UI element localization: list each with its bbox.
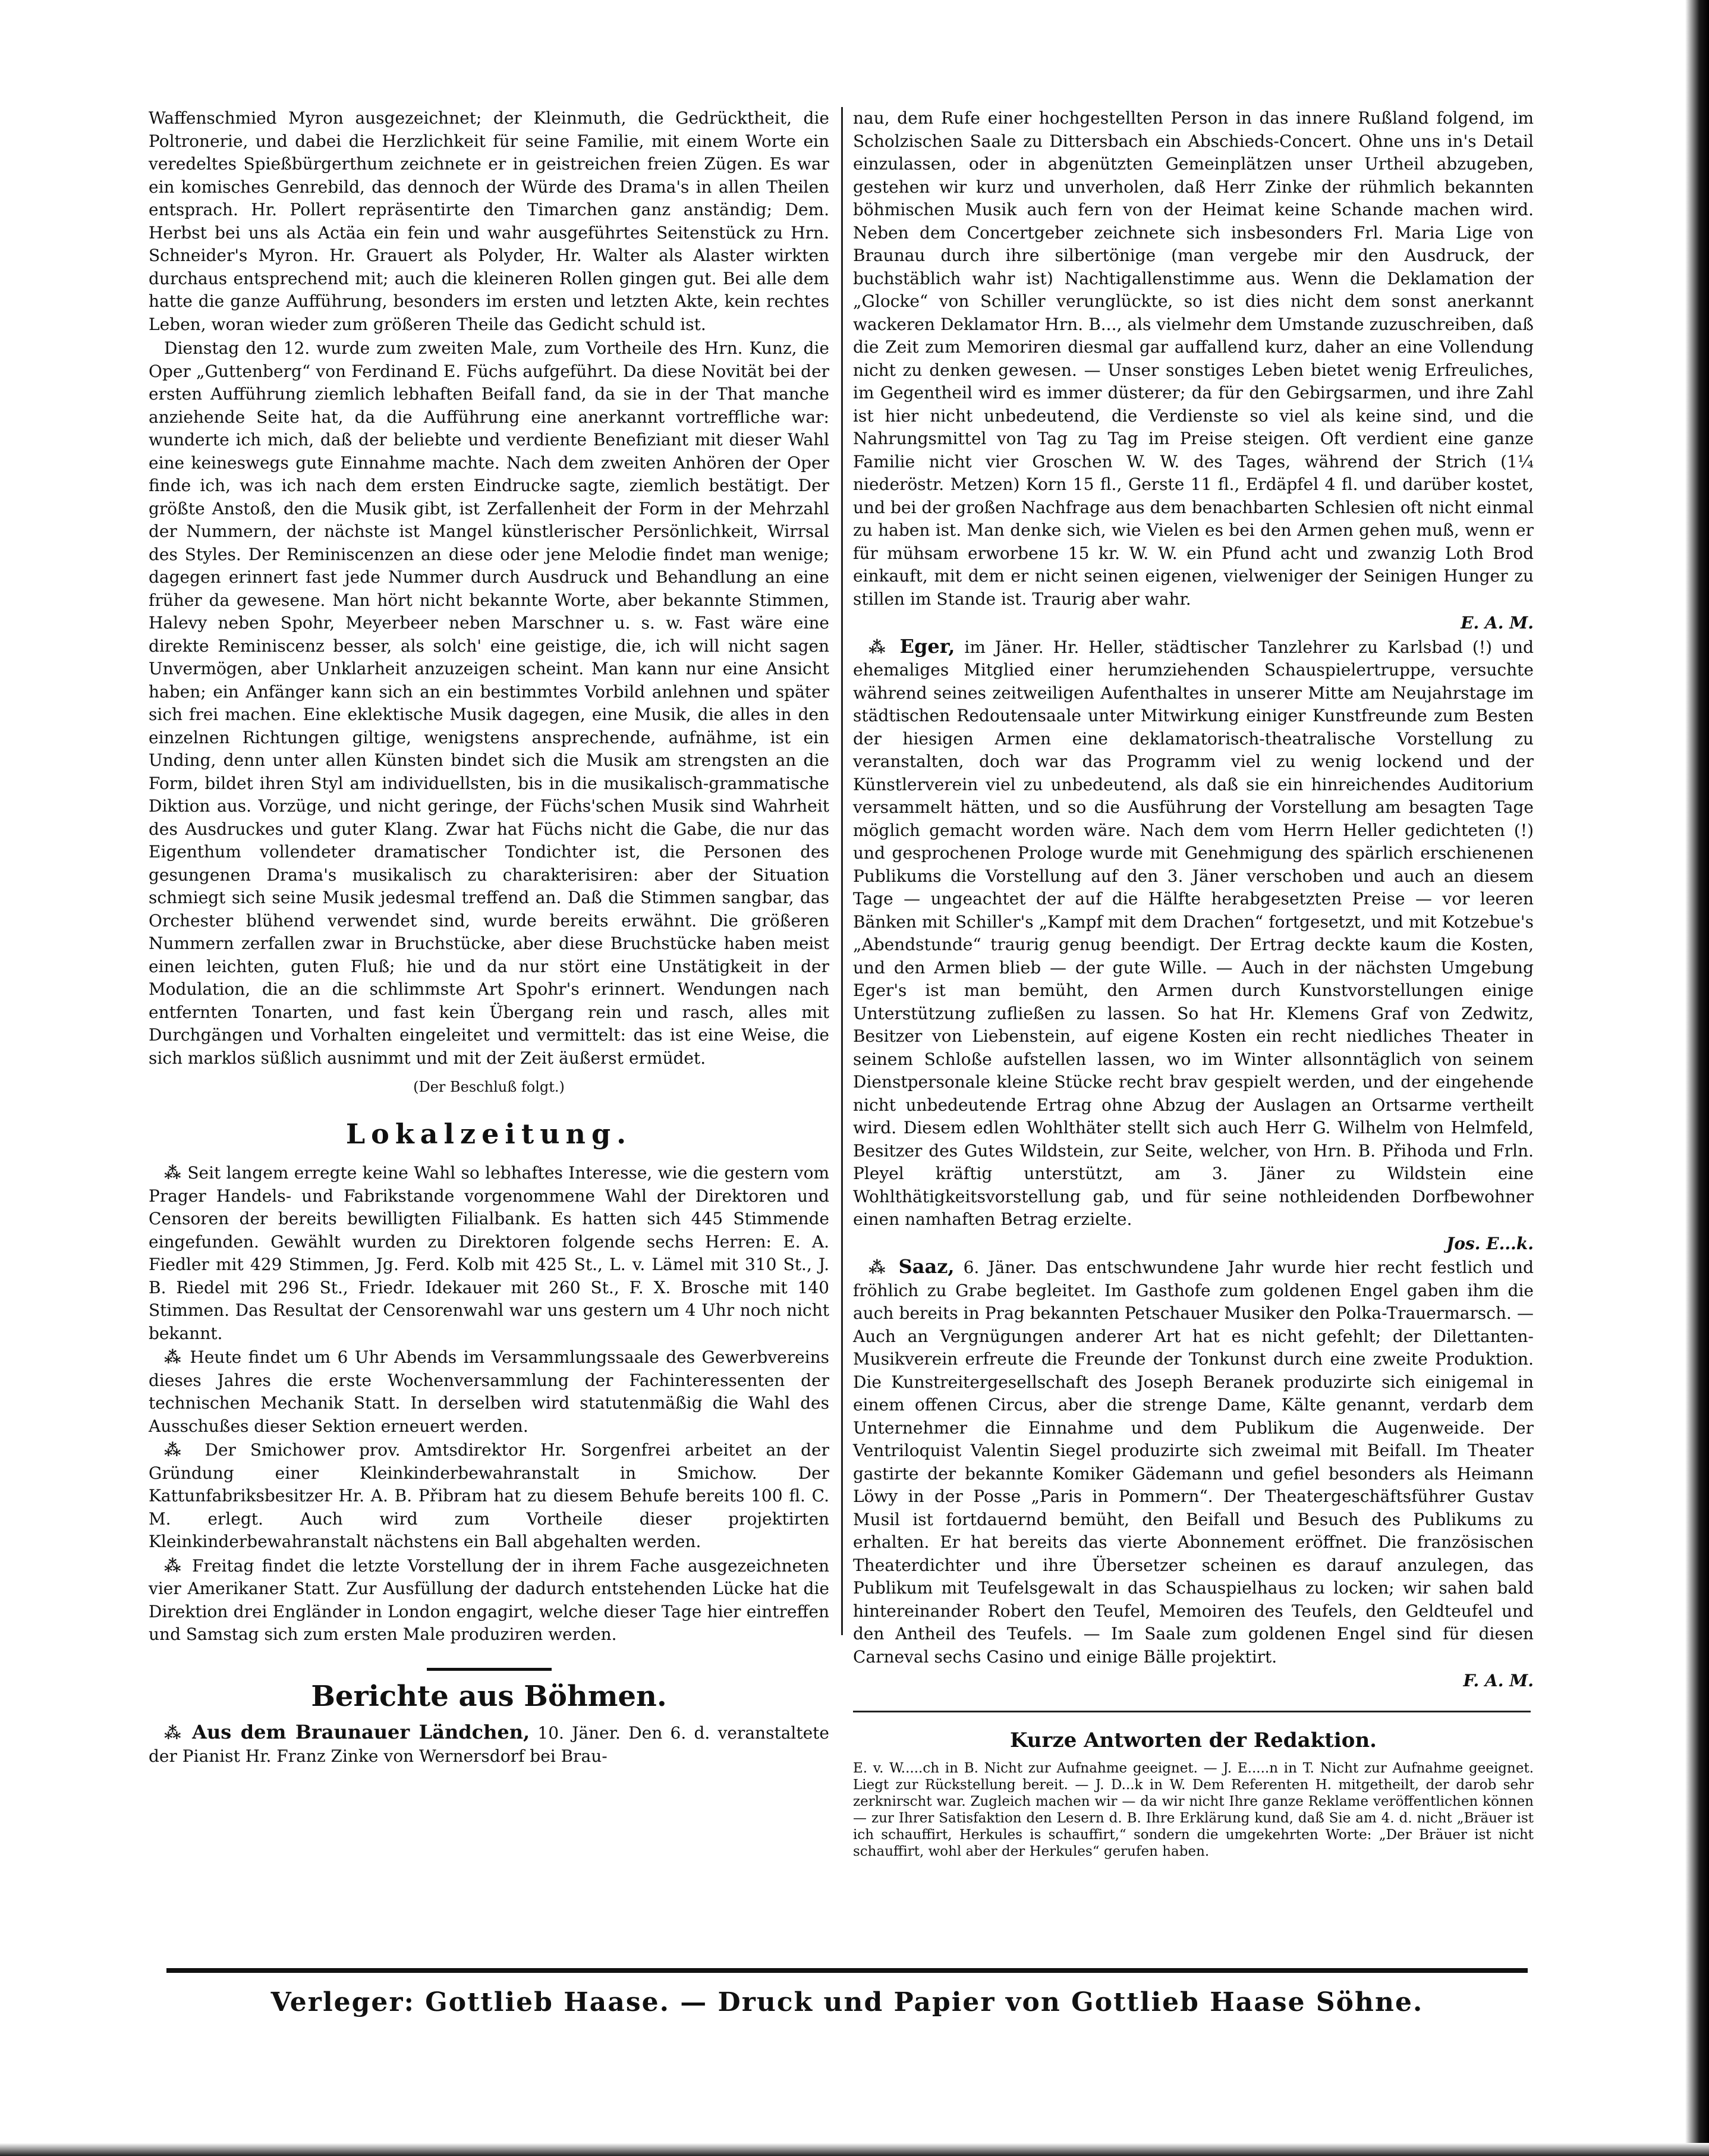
review-paragraph-2: Dienstag den 12. wurde zum zweiten Male, zum Vortheile des Hrn. Kunz, die Oper „Guttenberg“ von Ferdinand E. Füchs aufgeführt. Da diese Novität bei der ersten Aufführung ziemlich lebhaften Beifall fand, da sie in der That manche anziehende Seite hat, da die Aufführung eine anerkannt vortreffliche war: wunderte ich mich, daß der beliebte und verdiente Benefiziant mit dieser Wahl eine keineswegs gute Einnahme machte. Nach dem zweiten Anhören der Oper finde ich, was ich nach dem ersten Eindrucke sagte, ziemlich bestätigt. Der größte Anstoß, den die Musik gibt, ist Zerfallenheit der Form in der Mehrzahl der Nummern, der nächste ist Mangel künstlerischer Persönlichkeit, Wirrsal des Styles. Der Reminiscenzen an diese oder jene Melodie findet man wenige; dagegen erinnert fast jede Nummer durch Ausdruck und Behandlung an eine früher da gewesene. Man hört nicht bekannte Worte, aber bekannte Stimmen, Halevy neben Spohr, Meyerbeer neben Marschner u. s. w. Fast wäre eine direkte Reminiscenz besser, als solch' eine geistige, die, ich will nicht sagen Unvermögen, aber Unklarheit anzuzeigen scheint. Man kann nur eine Ansicht haben; ein Anfänger kann sich an ein bestimmtes Vorbild anlehnen und später sich frei machen. Eine eklektische Musik dagegen, eine Musik, die alles in den einzelnen Richtungen giltige, wenigstens ansprechende, aufnähme, ist ein Unding, denn unter allen Künsten bindet sich die Musik am strengsten an die Form, bildet ihren Styl am individuellsten, bis in die musikalisch-grammatische Diktion aus. Vorzüge, und nicht geringe, der Füchs'schen Musik sind Wahrheit des Ausdruckes und guter Klang. Zwar hat Füchs nicht die Gabe, die nur das Eigenthum vollendeter dramatischer Tondichter ist, die Personen des gesungenen Drama's musikalisch zu charakterisiren: aber der Situation schmiegt sich seine Musik jedesmal treffend an. Daß die Stimmen sangbar, das Orchester blühend verwendet sind, wurde bereits erwähnt. Die größeren Nummern zerfallen zwar in Bruchstücke, aber diese Bruchstücke haben meist einen leichten, guten Fluß; hie und da nur stört eine Unstätigkeit in der Modulation, die an die schlimmste Art Spohr's erinnert. Wendungen nach entfernten Tonarten, und fast kein Übergang rein und rasch, alles mit Durchgängen und Vorhalten eingeleitet und vermittelt: das ist eine Weise, die sich marklos süßlich ausnimmt und mit der Zeit äußerst ermüdet. (149, 338, 829, 1068)
newspaper-page (149, 107, 1534, 2022)
eger-text: im Jäner. Hr. Heller, städtischer Tanzlehrer zu Karlsbad (!) und ehemaliges Mitglied einer herumziehenden Schauspielertruppe, versuchte während seines zeitweiligen Aufenthaltes in unserer Mitte am Neujahrstage im städtischen Redoutensaale unter Mitwirkung einiger Kunstfreunde zum Besten der hiesigen Armen eine deklamatorisch-theatralische Vorstellung zu veranstalten, doch war das Programm viel zu wenig lockend und der Künstlerverein viel zu unbedeutend, als daß sie ein hinreichendes Auditorium versammelt hätten, und so die Ausführung der Vorstellung am besagten Tage möglich gemacht worden wäre. Nach dem vom Herrn Heller gedichteten (!) und gesprochenen Prologe wurde mit Genehmigung des spärlich erschienenen Publikums die Vorstellung auf den 3. Jäner verschoben und auch an diesem Tage — ungeachtet der auf die Hälfte herabgesetzten Preise — vor leeren Bänken mit Schiller's „Kampf mit dem Drachen“ fortgesetzt, und mit Kotzebue's „Abendstunde“ traurig genug beendigt. Der Ertrag deckte kaum die Kosten, und den Armen blieb — der gute Wille. — Auch in der nächsten Umgebung Eger's ist man bemüht, den Armen durch Kunstvorstellungen einige Unterstützung zufließen zu lassen. So hat Hr. Klemens Graf von Zedwitz, Besitzer von Liebenstein, auf eigene Kosten ein recht niedliches Theater in seinem Schloße aufstellen lassen, wo im Winter allsonntäglich von seinem Dienstpersonale kleine Stücke recht brav gespielt werden, und der eingehende nicht unbedeutende Ertrag ohne Abzug der Auslagen an Ortsarme vertheilt wird. Diesem edlen Wohlthäter stellt sich auch Herr G. Wilhelm von Helmfeld, Besitzer des Gutes Wildstein, zur Seite, welcher, von Hrn. B. Přihoda und Frln. Pleyel kräftig unterstützt, am 3. Jäner zu Wildstein eine Wohlthätigkeitsvorstellung gab, und für seine nothleidenden Dorfbewohner einen namhaften Betrag erzielte. (853, 637, 1534, 1229)
local-news-4-text: Freitag findet die letzte Vorstellung der in ihrem Fache ausgezeichneten vier Amerikaner Statt. Zur Ausfüllung der dadurch entstehenden Lücke hat die Direktion drei Engländer in London engagirt, welche dieser Tage hier eintreffen und Samstag sich zum ersten Male produziren werden. (149, 1555, 830, 1644)
local-news-1 (149, 1162, 829, 1345)
signature-2: Jos. E...k. (1446, 1233, 1534, 1253)
braunau-continued: nau, dem Rufe einer hochgestellten Person in das innere Rußland folgend, im Scholzischen Saale zu Dittersbach ein Abschieds-Concert. Ohne uns in's Detail einzulassen, oder in abgenützten Gemeinplätzen unser Urtheil abzugeben, gestehen wir kurz und unverholen, daß Herr Zinke der rühmlich bekannten böhmischen Musik auch fern von der Heimat keine Schande machen wird. Neben dem Concertgeber zeichnete sich insbesonders Frl. Maria Lige von Braunau durch ihre silbertönige (man vergebe mir den Ausdruck, der buchstäblich wahr ist) Nachtigallenstimme aus. Wenn die Deklamation der „Glocke“ von Schiller verunglückte, so ist dies nicht dem sonst anerkannt wackeren Deklamator Hrn. B..., als vielmehr dem Umstande zuzuschreiben, daß die Zeit zum Memoriren diesmal gar auffallend kurz, daher an eine Vollendung nicht zu denken gewesen. — Unser sonstiges Leben bietet wenig Erfreuliches, im Gegentheil wird es immer düsterer; da für den Gebirgsarmen, und ihre Zahl ist hier nicht unbedeutend, die Verdienste so viel als keine sind, und die Nahrungsmittel von Tag zu Tag im Preise steigen. Oft verdient eine ganze Familie nicht vier Groschen W. W. des Tages, während der Strich (1¼ niederöstr. Metzen) Korn 15 fl., Gerste 11 fl., Erdäpfel 4 fl. und darüber kostet, und bei der großen Nachfrage aus dem benachbarten Schlesien oft nicht einmal zu haben ist. Man denke sich, wie Vielen es bei den Armen gehen muß, wenn er für mühsam erworbene 15 kr. W. W. ein Pfund acht und zwanzig Loth Brod einkauft, mit dem er nicht seinen eigenen, vielweniger der Seinigen Hunger zu stillen im Stande ist. Traurig aber wahr. (853, 108, 1534, 609)
footer-rule (166, 1968, 1528, 1973)
continued-note: (Der Beschluß folgt.) (413, 1079, 565, 1095)
local-news-3 (149, 1439, 829, 1554)
eger-report (853, 635, 1534, 1231)
editor-divider (853, 1711, 1531, 1712)
saaz-text: 6. Jäner. Das entschwundene Jahr wurde hier recht festlich und fröhlich zu Grabe begleitet. Im Gasthofe zum goldenen Engel gaben ihm die auch bereits in Prag bekannten Petschauer Musiker den Polka-Trauermarsch. — Auch an Vergnügungen anderer Art hat es nicht gefehlt; der Dilettanten-Musikverein erfreute die Freunde der Tonkunst durch eine zweite Produktion. Die Kunstreitergesellschaft des Joseph Beranek produzirte sich einigemal in einem offenen Circus, aber die strenge Dame, Kälte genannt, verdarb dem Unternehmer die Einnahme und dem Publikum die Augenweide. Der Ventriloquist Valentin Siegel produzirte sich zweimal mit Beifall. Im Theater gastirte der bekannte Komiker Gädemann und gefiel besonders als Heimann Löwy in der Posse „Paris in Pommern“. Der Theatergeschäftsführer Gustav Musil ist fortdauernd bemüht, den Beifall und Besuch des Publikums zu erhalten. Er hat bereits das vierte Abonnement eröffnet. Die französischen Theaterdichter und ihre Übersetzer scheinen es darauf anzulegen, das Publikum mit Teufelsgewalt in das Schauspielhaus zu locken; wir sahen bald hintereinander Robert den Teufel, Memoiren des Teufels, den Geldteufel und den Antheil des Teufels. — Im Saale zum goldenen Engel sind für diesen Carneval sechs Casino und einige Bälle projektirt. (853, 1258, 1534, 1667)
braunau-place: Aus dem Braunauer Ländchen, (192, 1721, 530, 1743)
section-title-berichte: Berichte aus Böhmen. (311, 1679, 667, 1713)
column-rule (841, 107, 843, 1635)
asterism-icon: ⁂ (868, 637, 900, 657)
review-paragraph-1: Waffenschmied Myron ausgezeichnet; der Kleinmuth, die Gedrücktheit, die Poltronerie, und dabei die Herzlichkeit für seine Familie, mit einem Worte ein veredeltes Spießbürgerthum zeichnete er in geistreichen freien Zügen. Es war ein komisches Genrebild, das dennoch der Würde des Drama's in allen Theilen entsprach. Hr. Pollert repräsentirte den Timarchen ganz anständig; Dem. Herbst bei uns als Actäa ein fein und wahr ausgeführtes Seitenstück zu Hrn. Schneider's Myron. Hr. Grauert als Polyder, Hr. Walter als Alaster wirkten durchaus entsprechend mit; auch die kleineren Rollen gingen gut. Bei alle dem hatte die ganze Aufführung, besonders im ersten und letzten Akte, kein rechtes Leben, woran wieder zum größeren Theile das Gedicht schuld ist. (149, 108, 829, 334)
publisher-footer: Verleger: Gottlieb Haase. — Druck und Papier von Gottlieb Haase Söhne. (270, 1987, 1424, 2017)
editor-answers-title: Kurze Antworten der Redaktion. (1009, 1728, 1377, 1752)
asterism-icon: ⁂ (868, 1258, 899, 1277)
saaz-place: Saaz, (898, 1255, 955, 1278)
local-news-3-text: Der Smichower prov. Amtsdirektor Hr. Sorgenfrei arbeitet an der Gründung einer Kleinkinderbewahranstalt in Smichow. Der Kattunfabriksbesitzer Hr. A. B. Přibram hat zu diesem Behufe bereits 100 fl. C. M. erlegt. Auch wird zum Vortheile dieser projektirten Kleinkinderbewahranstalt nächstens ein Ball abgehalten werden. (149, 1440, 829, 1551)
local-news-2 (149, 1346, 829, 1438)
local-news-4 (149, 1555, 829, 1646)
scan-edge-bottom (0, 2143, 1709, 2156)
local-news-2-text: Heute findet um 6 Uhr Abends im Versammlungssaale des Gewerbvereins dieses Jahres die erste Wochenversammlung der Fachinteressenten der technischen Mechanik Statt. In derselben wird statutenmäßig die Wahl des Ausschußes dieser Sektion erneuert werden. (149, 1347, 830, 1436)
saaz-report (853, 1255, 1534, 1668)
local-news-1-text: Seit langem erregte keine Wahl so lebhaftes Interesse, wie die gestern vom Prager Handels- und Fabrikstande vorgenommene Wahl der Direktoren und Censoren der bereits bewilligten Filialbank. Es hatten sich 445 Stimmende eingefunden. Gewählt wurden zu Direktoren folgende sechs Herren: E. A. Fiedler mit 429 Stimmen, Jg. Ferd. Kolb mit 425 St., L. v. Lämel mit 310 St., J. B. Riedel mit 296 St., Friedr. Idekauer mit 260 St., F. X. Brosche mit 140 Stimmen. Das Resultat der Censorenwahl war uns gestern um 4 Uhr noch nicht bekannt. (149, 1163, 830, 1343)
asterism-icon: ⁂ (164, 1723, 193, 1743)
braunau-report (149, 1721, 829, 1768)
eger-place: Eger, (899, 634, 955, 658)
braunau-text: 10. Jäner. Den 6. d. veranstaltete der Pianist Hr. Franz Zinke von Wernersdorf bei Brau- (149, 1723, 829, 1766)
asterism-icon: ⁂ (164, 1440, 205, 1460)
section-divider (427, 1668, 552, 1671)
scan-edge-right (1685, 0, 1709, 2156)
left-column (149, 107, 829, 1769)
editor-answers-text: E. v. W.....ch in B. Nicht zur Aufnahme geeignet. — J. E.....n in T. Nicht zur Aufnahme geeignet. Liegt zur Rückstellung bereit. — J. D...k in W. Dem Referenten H. mitgetheilt, der darob sehr zerknirscht war. Zugleich machen wir — da wir nicht Ihre ganze Reklame veröffentlichen können — zur Ihrer Satisfaktion den Lesern d. B. Ihre Erklärung kund, daß Sie am 4. d. nicht „Bräuer ist ich schauffirt, Herkules is schauffirt,“ sondern die umgekehrten Worte: „Der Bräuer ist nicht schauffirt, wohl aber der Herkules“ gerufen haben. (853, 1761, 1534, 1859)
asterism-icon: ⁂ (164, 1163, 188, 1183)
signature-1: E. A. M. (1461, 613, 1534, 633)
signature-3: F. A. M. (1463, 1671, 1534, 1690)
right-column (853, 107, 1534, 1860)
section-title-lokalzeitung: Lokalzeitung. (345, 1117, 632, 1150)
asterism-icon: ⁂ (164, 1347, 190, 1367)
asterism-icon: ⁂ (164, 1555, 193, 1576)
